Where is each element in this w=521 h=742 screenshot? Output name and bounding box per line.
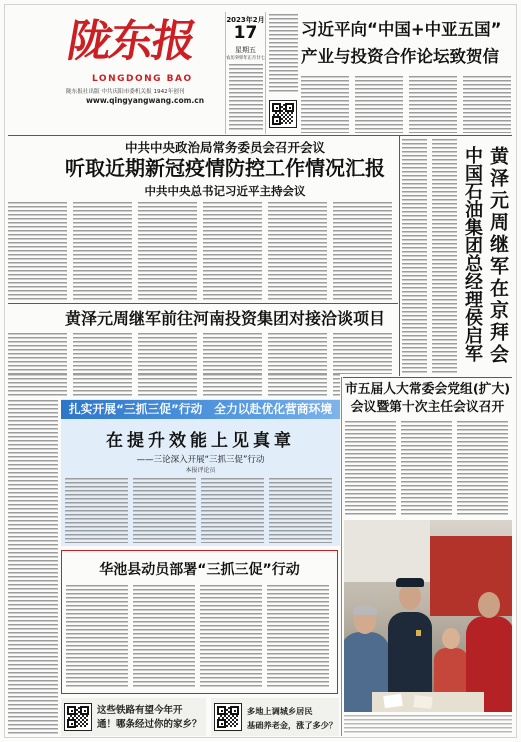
huachi-headline: 华池县动员部署“三抓三促”行动 (99, 562, 300, 578)
dateline-fine-print (229, 64, 263, 130)
commentary-banner: 扎实开展“三抓三促”行动 全力以赴优化营商环境 (61, 400, 340, 419)
masthead-url: www.qingyangwang.com.cn (86, 96, 205, 105)
section-divider (8, 135, 512, 136)
npc-headline (343, 381, 512, 417)
qr-finder (217, 706, 226, 715)
commentary-subtitle: ——三论深入开展“三抓三促”行动 (136, 455, 265, 465)
qr-finder (80, 706, 89, 715)
lead-headline (301, 16, 512, 70)
henan-body-text (8, 333, 398, 374)
section-divider (8, 303, 398, 304)
photo-person-child-head (442, 628, 460, 649)
visit-headline-line1: 黄泽元周继军在京拜会 (487, 146, 509, 366)
huachi-body-text (66, 585, 334, 688)
news-photo (344, 520, 512, 712)
qr-code-icon (269, 100, 297, 128)
commentary-byline: 本报评论员 (185, 467, 216, 474)
qr-finder (217, 719, 226, 728)
section-divider (343, 377, 512, 378)
promo-pension-line1: 多地上调城乡居民 (247, 706, 313, 716)
left-column-body-text (8, 400, 58, 736)
henan-headline: 黄泽元周继军前往河南投资集团对接洽谈项目 (64, 309, 385, 328)
photo-police-badge (416, 630, 421, 636)
qr-code-icon (214, 703, 242, 731)
covid-headline: 听取近期新冠疫情防控工作情况汇报 (65, 156, 385, 180)
photo-leaflet (383, 694, 402, 708)
covid-kicker: 中共中央政治局常务委员会召开会议 (124, 140, 325, 155)
dateline-box (225, 12, 266, 134)
masthead-slogan: 陇东报社出版 中共庆阳市委机关报 1942年创刊 (66, 89, 185, 95)
photo-window-light (344, 520, 430, 582)
commentary-body-text (65, 478, 336, 543)
date-weekday: 星期五 (235, 46, 256, 54)
masthead-logo: 陇东报 (63, 16, 199, 67)
npc-body-text (345, 421, 512, 517)
commentary-headline: 在提升效能上见真章 (106, 431, 295, 451)
photo-leaflet (413, 695, 432, 709)
qr-finder (272, 116, 281, 125)
henan-body-text-continued (8, 374, 340, 396)
photo-police-cap (396, 578, 424, 587)
column-divider (341, 377, 342, 736)
promo-railway-line1: 这些铁路有望今年开 (97, 705, 183, 716)
visit-vertical-headline (459, 146, 511, 374)
photo-person-elder-hair (353, 605, 377, 615)
photo-caption-text (344, 715, 512, 735)
promo-pension-line2: 基础养老金，涨了多少？ (247, 720, 338, 730)
qr-finder (285, 103, 294, 112)
visit-headline-line2: 中国石油集团总经理侯启军 (462, 146, 483, 362)
date-day: 17 (233, 23, 258, 43)
promo-railway-line2: 通！哪条经过你的家乡？ (97, 719, 202, 730)
masthead-logo-english: LONGDONG BAO (92, 74, 193, 84)
qr-code-icon (64, 703, 92, 731)
covid-subhead: 中共中央总书记习近平主持会议 (144, 184, 306, 198)
npc-headline-line2: 会议暨第十次主任会议召开 (350, 400, 505, 415)
column-divider (399, 136, 400, 376)
masthead-info-text (269, 14, 298, 94)
covid-body-text (8, 202, 398, 300)
date-year-month: 2023年2月 (226, 16, 265, 24)
date-lunar: 农历癸卯年正月廿七 (226, 56, 265, 61)
qr-finder (230, 706, 239, 715)
lead-headline-line1: 习近平向“中国+中亚五国” (301, 20, 502, 39)
photo-police-head (399, 583, 421, 610)
npc-headline-line1: 市五届人大常委会党组(扩大) (344, 382, 511, 397)
qr-finder (272, 103, 281, 112)
photo-volunteer-head (478, 592, 500, 618)
qr-finder (67, 706, 76, 715)
lead-body-text (301, 76, 512, 133)
visit-body-text (402, 139, 457, 373)
lead-headline-line2: 产业与投资合作论坛致贺信 (301, 47, 499, 66)
qr-finder (67, 719, 76, 728)
